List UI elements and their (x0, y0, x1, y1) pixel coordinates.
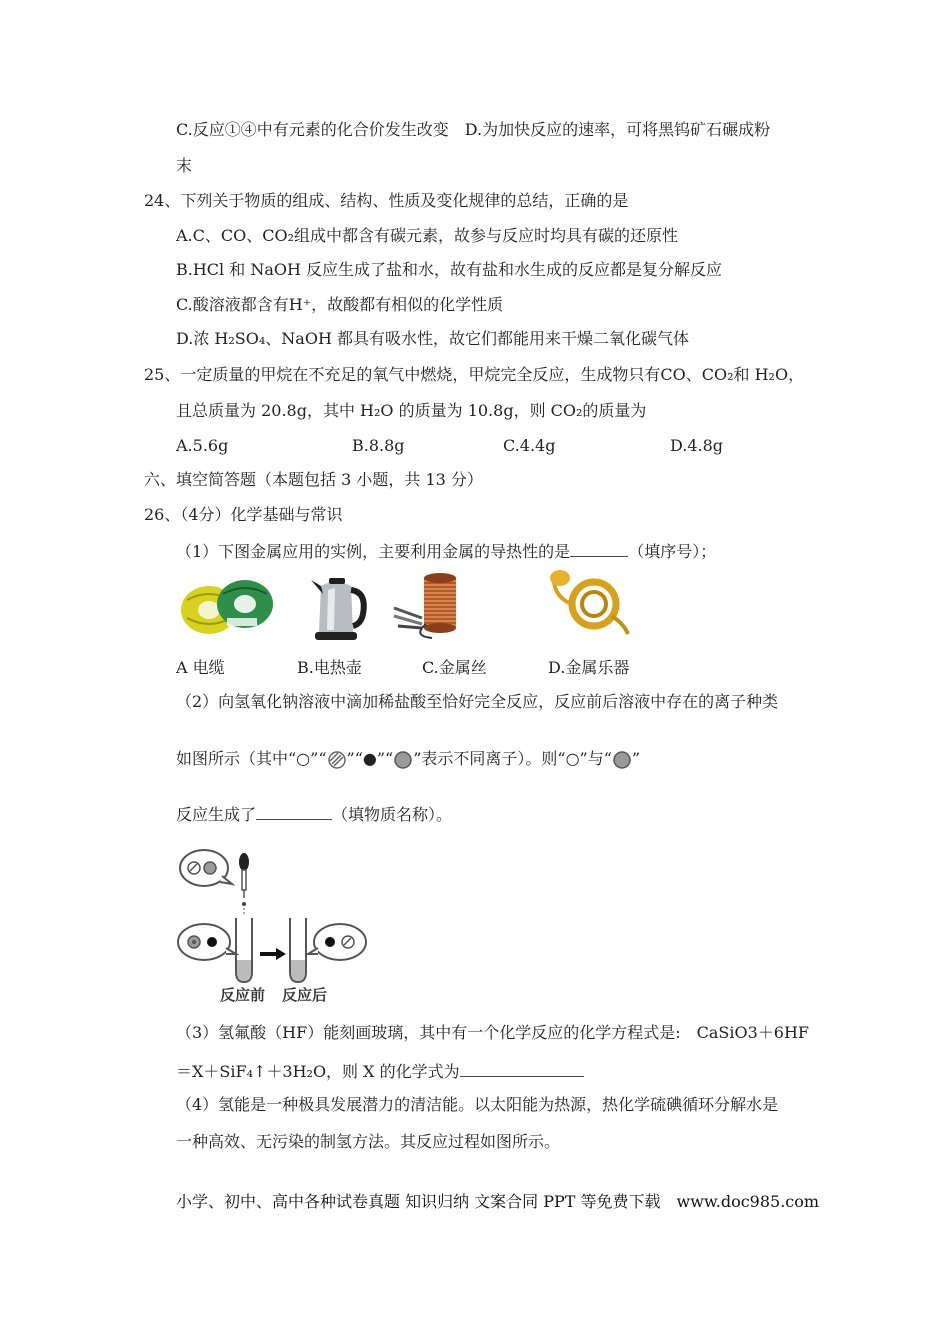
q26-part3-line2 (176, 1060, 584, 1082)
q25-option-b: B.8.8g (352, 436, 405, 455)
q24-option-a: A.C、CO、CO₂组成中都含有碳元素，故参与反应时均具有碳的还原性 (176, 226, 679, 245)
metal-wire-image (392, 568, 464, 640)
q26-part1 (176, 540, 716, 562)
q26-part2-text-c: ”表示不同离子）。则“○”与“ (413, 749, 612, 768)
q24-stem: 24、下列关于物质的组成、结构、性质及变化规律的总结，正确的是 (144, 191, 629, 210)
electric-kettle-image (305, 570, 371, 642)
q26-part2-text-d: ” (631, 749, 641, 768)
answer-blank-1[interactable] (570, 540, 628, 557)
q26-title: 26、（4分）化学基础与常识 (144, 505, 343, 524)
q26-part2-line3 (176, 803, 452, 825)
diagram-label-after: 反应后 (282, 986, 328, 1004)
section-six-heading: 六、填空简答题（本题包括 3 小题，共 13 分） (144, 470, 483, 489)
q26-part4-line2: 一种高效、无污染的制氢方法。其反应过程如图所示。 (176, 1132, 561, 1151)
page-footer: 小学、初中、高中各种试卷真题 知识归纳 文案合同 PPT 等免费下载 www.doc985.com (176, 1192, 820, 1211)
q26-part1-suffix: （填序号）； (628, 542, 717, 561)
answer-blank-2[interactable] (256, 803, 332, 820)
q26-part2-line3-suffix: （填物质名称）。 (332, 805, 453, 824)
q26-part2-text-a: 如图所示（其中“○”“ (176, 749, 327, 768)
hatched-ion-icon (327, 750, 347, 770)
q25-stem-line1: 25、一定质量的甲烷在不充足的氧气中燃烧，甲烷完全反应，生成物只有CO、CO₂和 H₂O， (144, 365, 805, 384)
item-label-c: C.金属丝 (422, 658, 487, 677)
q26-part2-line2 (176, 749, 640, 770)
gray-ion-icon (393, 750, 413, 770)
q26-part2-text-b: ”“●”“ (346, 749, 394, 768)
q26-part4-line1: （4）氢能是一种极具发展潜力的清洁能。以太阳能为热源，热化学硫碘循环分解水是 (176, 1095, 779, 1114)
q25-option-c: C.4.4g (503, 436, 556, 455)
item-label-a: A 电缆 (176, 658, 225, 677)
q26-part2-line3-text: 反应生成了 (176, 805, 257, 824)
item-label-d: D.金属乐器 (548, 658, 630, 677)
q26-part3-line1: （3）氢氟酸（HF）能刻画玻璃，其中有一个化学反应的化学方程式是: CaSiO3＋6HF (176, 1023, 810, 1042)
q23-option-cd-cont: 末 (176, 156, 193, 175)
answer-blank-3[interactable] (460, 1060, 584, 1077)
gray-ion-icon (612, 750, 632, 770)
diagram-label-before: 反应前 (220, 986, 266, 1004)
ion-reaction-diagram (176, 842, 368, 1006)
metal-instrument-image (548, 568, 632, 640)
q24-option-d: D.浓 H₂SO₄、NaOH 都具有吸水性，故它们都能用来干燥二氧化碳气体 (176, 329, 689, 348)
cable-image (177, 570, 279, 642)
q26-part3-line2-text: ＝X＋SiF₄↑＋3H₂O，则 X 的化学式为 (176, 1062, 460, 1081)
q23-option-cd: C.反应①④中有元素的化合价发生改变 D.为加快反应的速率，可将黑钨矿石碾成粉 (176, 120, 771, 139)
q25-option-a: A.5.6g (176, 436, 229, 455)
q26-part1-text: （1）下图金属应用的实例，主要利用金属的导热性的是 (176, 542, 571, 561)
q25-option-d: D.4.8g (670, 436, 724, 455)
q24-option-b: B.HCl 和 NaOH 反应生成了盐和水，故有盐和水生成的反应都是复分解反应 (176, 260, 723, 279)
q26-part2-line1: （2）向氢氧化钠溶液中滴加稀盐酸至恰好完全反应，反应前后溶液中存在的离子种类 (176, 692, 779, 711)
q24-option-c: C.酸溶液都含有H⁺，故酸都有相似的化学性质 (176, 295, 504, 314)
q25-stem-line2: 且总质量为 20.8g，其中 H₂O 的质量为 10.8g，则 CO₂的质量为 (176, 401, 647, 420)
item-label-b: B.电热壶 (297, 658, 362, 677)
